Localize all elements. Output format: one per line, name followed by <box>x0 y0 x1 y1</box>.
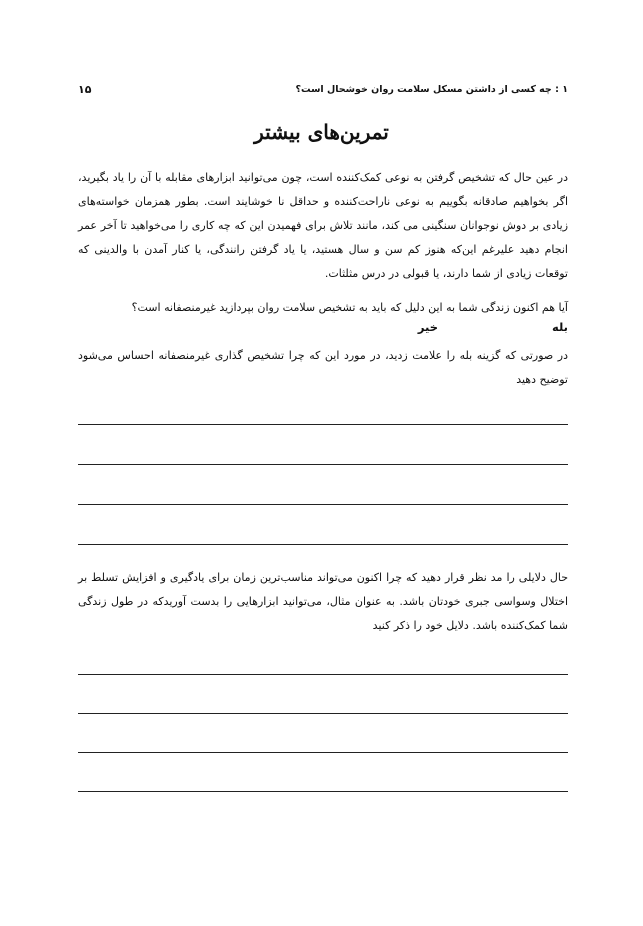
answer-line[interactable] <box>78 544 568 545</box>
answer-line[interactable] <box>78 752 568 753</box>
page-number: ۱۵ <box>78 83 92 96</box>
answer-yes[interactable]: بله <box>552 320 568 334</box>
answer-line[interactable] <box>78 504 568 505</box>
question-text: آیا هم اکنون زندگی شما به این دلیل که باید به تشخیص سلامت روان بپردازید غیرمنصفانه است؟ <box>131 301 568 314</box>
explain-prompt: در صورتی که گزینه بله را علامت زدید، در مورد این که چرا تشخیص گذاری غیرمنصفانه احساس می‌شود توضیح دهید <box>78 349 568 386</box>
answer-line[interactable] <box>78 713 568 714</box>
section-title: تمرین‌های بیشتر <box>254 120 389 144</box>
answer-line[interactable] <box>78 464 568 465</box>
answer-options <box>78 318 568 340</box>
answer-line[interactable] <box>78 424 568 425</box>
answer-line[interactable] <box>78 674 568 675</box>
reasons-prompt: حال دلایلی را مد نظر قرار دهید که چرا اکنون می‌تواند مناسب‌ترین زمان برای یادگیری و افزایش تسلط بر اختلال وسواسی جبری خودتان باشد. به عنوان مثال، می‌توانید ابزارهایی را بدست آورید‌که در طول زندگی شما کمک‌کننده باشد. دلایل خود را ذکر کنید <box>78 571 568 632</box>
chapter-title: ۱ : چه کسی از داشتن مسکل سلامت روان خوشحال است؟ <box>295 84 568 95</box>
running-header <box>78 84 568 100</box>
answer-no[interactable]: خیر <box>417 320 438 334</box>
answer-line[interactable] <box>78 791 568 792</box>
intro-paragraph: در عین حال که تشخیص گرفتن به نوعی کمک‌کننده است، چون می‌توانید ابزارهای مقابله با آن را یاد بگیرید، اگر بخواهیم صادقانه بگوییم به نوعی ناراحت‌کننده و حداقل نا خوشایند است. بطور همزمان خواسته‌های زیادی بر دوش نوجوانان سنگینی می کند، مانند تلاش برای فهمیدن این که چه کاری را می‌خواهید تا آخر عمر انجام دهید علیرغم این‌که هنوز کم سن و سال هستید، یا یاد گرفتن رانندگی، یا کنار آمدن با والدینی که توقعات زیادی از شما دارند، یا قبولی در درس مثلثات. <box>78 171 568 280</box>
